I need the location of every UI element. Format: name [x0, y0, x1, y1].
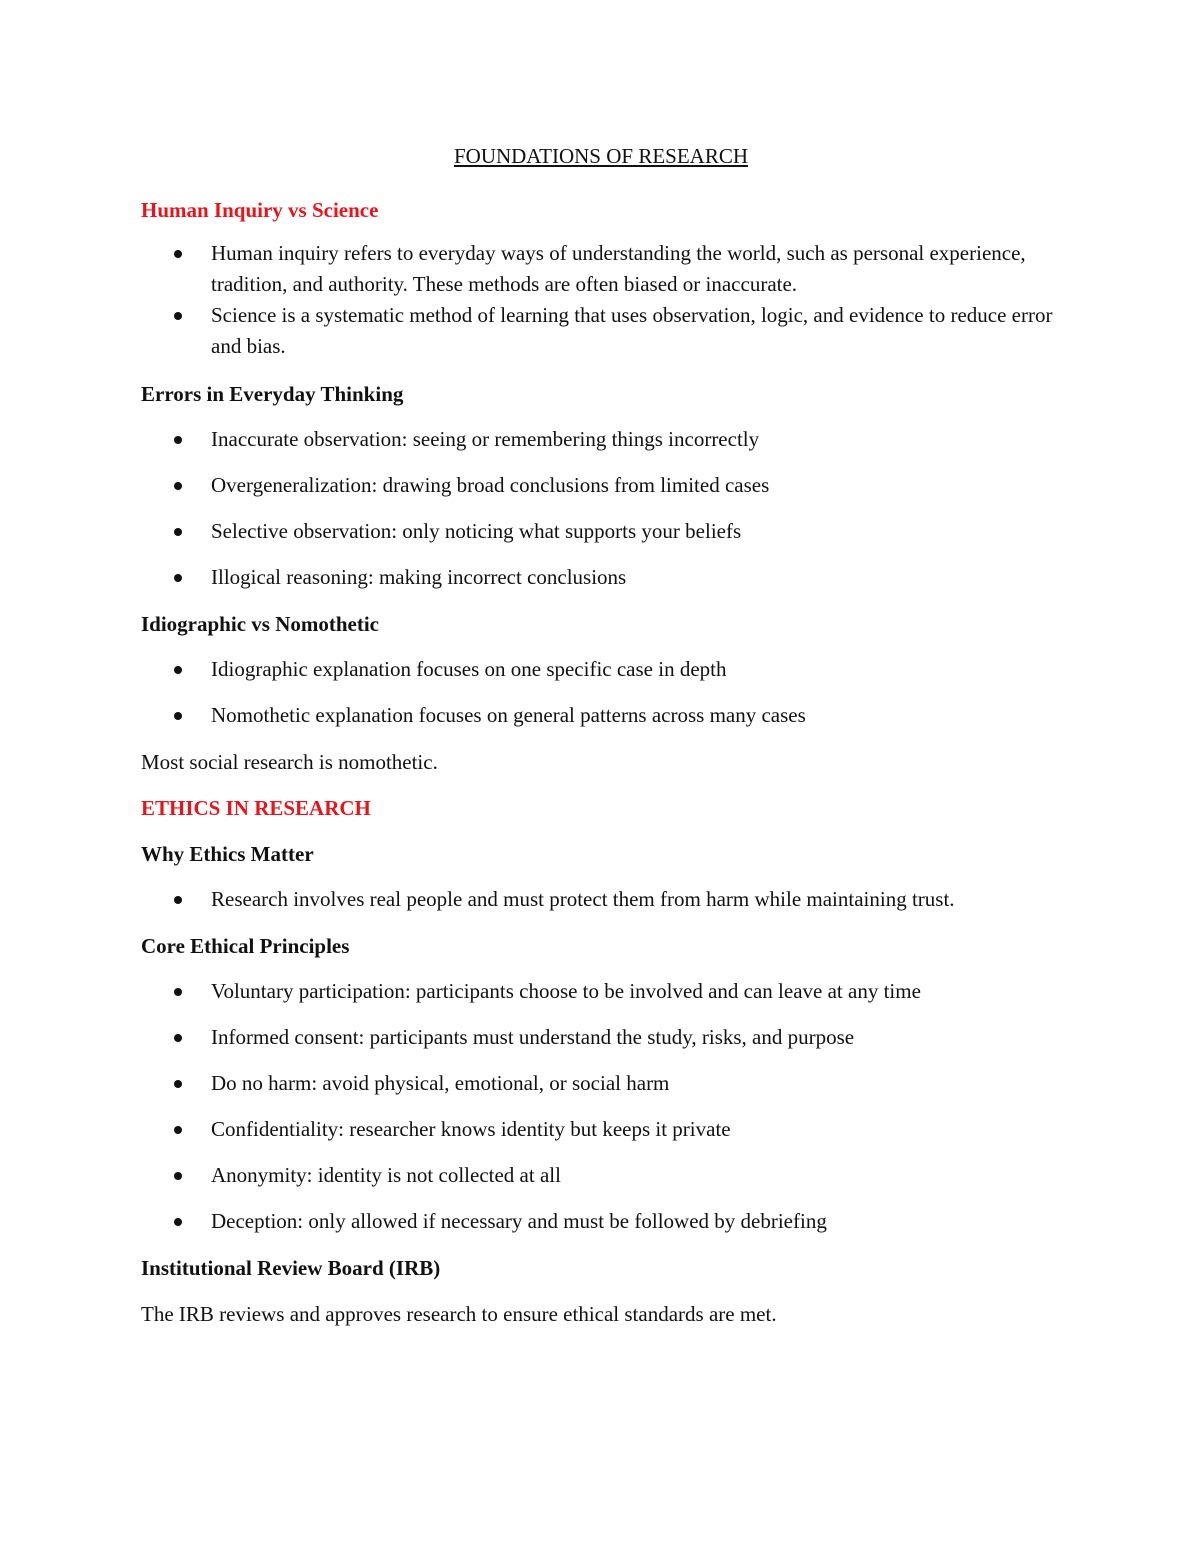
list-item [141, 562, 1061, 593]
list-item-text: Overgeneralization: drawing broad conclusions from limited cases [211, 473, 770, 497]
bullet-icon [174, 436, 182, 444]
list-item-text: Inaccurate observation: seeing or remembering things incorrectly [211, 427, 760, 451]
bullet-icon [174, 1218, 182, 1226]
list-item-text: Nomothetic explanation focuses on general patterns across many cases [211, 703, 806, 727]
list-item-text: Science is a systematic method of learning that uses observation, logic, and evidence to reduce error and bias. [211, 303, 1053, 358]
bullet-icon [174, 1172, 182, 1180]
list-why-ethics [141, 884, 1061, 915]
heading-idiographic: Idiographic vs Nomothetic [141, 612, 379, 636]
bullet-icon [174, 896, 182, 904]
bullet-icon [174, 574, 182, 582]
list-item-text: Anonymity: identity is not collected at all [211, 1163, 561, 1187]
list-item [141, 238, 1061, 300]
bullet-icon [174, 988, 182, 996]
list-item-text: Idiographic explanation focuses on one specific case in depth [211, 657, 727, 681]
bullet-icon [174, 666, 182, 674]
bullet-icon [174, 1080, 182, 1088]
list-item [141, 516, 1061, 547]
bullet-icon [174, 1126, 182, 1134]
bullet-icon [174, 712, 182, 720]
list-item-text: Illogical reasoning: making incorrect conclusions [211, 565, 627, 589]
heading-ethics: ETHICS IN RESEARCH [141, 796, 371, 820]
idiographic-note: Most social research is nomothetic. [141, 750, 438, 774]
list-idiographic [141, 654, 1061, 731]
list-item [141, 424, 1061, 455]
list-item-text: Deception: only allowed if necessary and must be followed by debriefing [211, 1209, 827, 1233]
list-human-inquiry [141, 238, 1061, 362]
list-item-text: Informed consent: participants must understand the study, risks, and purpose [211, 1025, 855, 1049]
list-item [141, 1114, 1061, 1145]
list-item [141, 1068, 1061, 1099]
bullet-icon [174, 1034, 182, 1042]
heading-human-inquiry: Human Inquiry vs Science [141, 198, 379, 222]
list-item [141, 470, 1061, 501]
list-item [141, 1022, 1061, 1053]
list-item-text: Selective observation: only noticing what supports your beliefs [211, 519, 742, 543]
heading-errors: Errors in Everyday Thinking [141, 382, 404, 406]
list-item-text: Confidentiality: researcher knows identity but keeps it private [211, 1117, 731, 1141]
heading-irb: Institutional Review Board (IRB) [141, 1256, 441, 1280]
list-item-text: Human inquiry refers to everyday ways of understanding the world, such as personal experience, tradition, and authority. These methods are often biased or inaccurate. [211, 241, 1026, 296]
document-title: FOUNDATIONS OF RESEARCH [453, 144, 749, 168]
list-errors [141, 424, 1061, 593]
heading-principles: Core Ethical Principles [141, 934, 350, 958]
document-page [141, 138, 1061, 1330]
list-item [141, 300, 1061, 362]
bullet-icon [174, 482, 182, 490]
list-item [141, 1160, 1061, 1191]
list-principles [141, 976, 1061, 1237]
bullet-icon [174, 312, 182, 320]
heading-why-ethics: Why Ethics Matter [141, 842, 314, 866]
list-item [141, 1206, 1061, 1237]
list-item [141, 700, 1061, 731]
irb-text: The IRB reviews and approves research to ensure ethical standards are met. [141, 1302, 777, 1326]
list-item [141, 654, 1061, 685]
bullet-icon [174, 250, 182, 258]
list-item [141, 976, 1061, 1007]
bullet-icon [174, 528, 182, 536]
list-item [141, 884, 1061, 915]
list-item-text: Voluntary participation: participants choose to be involved and can leave at any time [211, 979, 921, 1003]
list-item-text: Do no harm: avoid physical, emotional, or social harm [211, 1071, 670, 1095]
list-item-text: Research involves real people and must protect them from harm while maintaining trust. [211, 887, 955, 911]
